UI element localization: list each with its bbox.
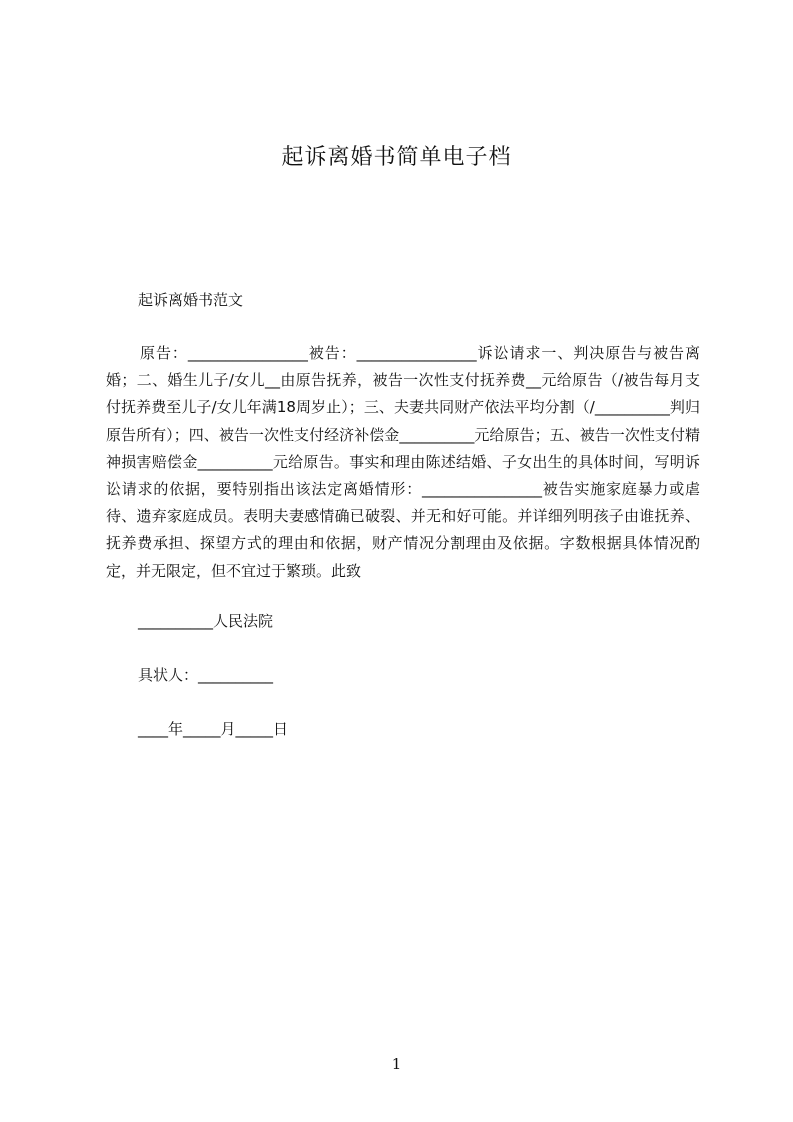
date-line: ____年_____月_____日	[138, 720, 289, 738]
document-title: 起诉离婚书简单电子档	[281, 145, 512, 170]
court-line: __________人民法院	[138, 612, 274, 630]
page-number: 1	[391, 1055, 402, 1073]
signer-line: 具状人：__________	[138, 666, 274, 684]
subheading: 起诉离婚书范文	[138, 291, 244, 309]
body-paragraph: 原告：________________被告：________________诉讼请求一、判决原告与被告离婚；二、婚生儿子/女儿__由原告抚养，被告一次性支付抚养费__元给原告（/被告每月支付抚养费至儿子/女儿年满18周岁止）；三、夫妻共同财产依法平均分割（/__________判归原告所有）；四、被告一次性支付经济补偿金__________元给原告；五、被告一次性支付精神损害赔偿金__________元给原告。事实和理由陈述结婚、子女出生的具体时间，写明诉讼请求的依据，要特别指出该法定离婚情形：________________被告实施家庭暴力或虐待、遗弃家庭成员。表明夫妻感情确已破裂、并无和好可能。并详细列明孩子由谁抚养、抚养费承担、探望方式的理由和依据，财产情况分割理由及依据。字数根据具体情况酌定，并无限定，但不宜过于繁琐。此致	[106, 344, 700, 580]
